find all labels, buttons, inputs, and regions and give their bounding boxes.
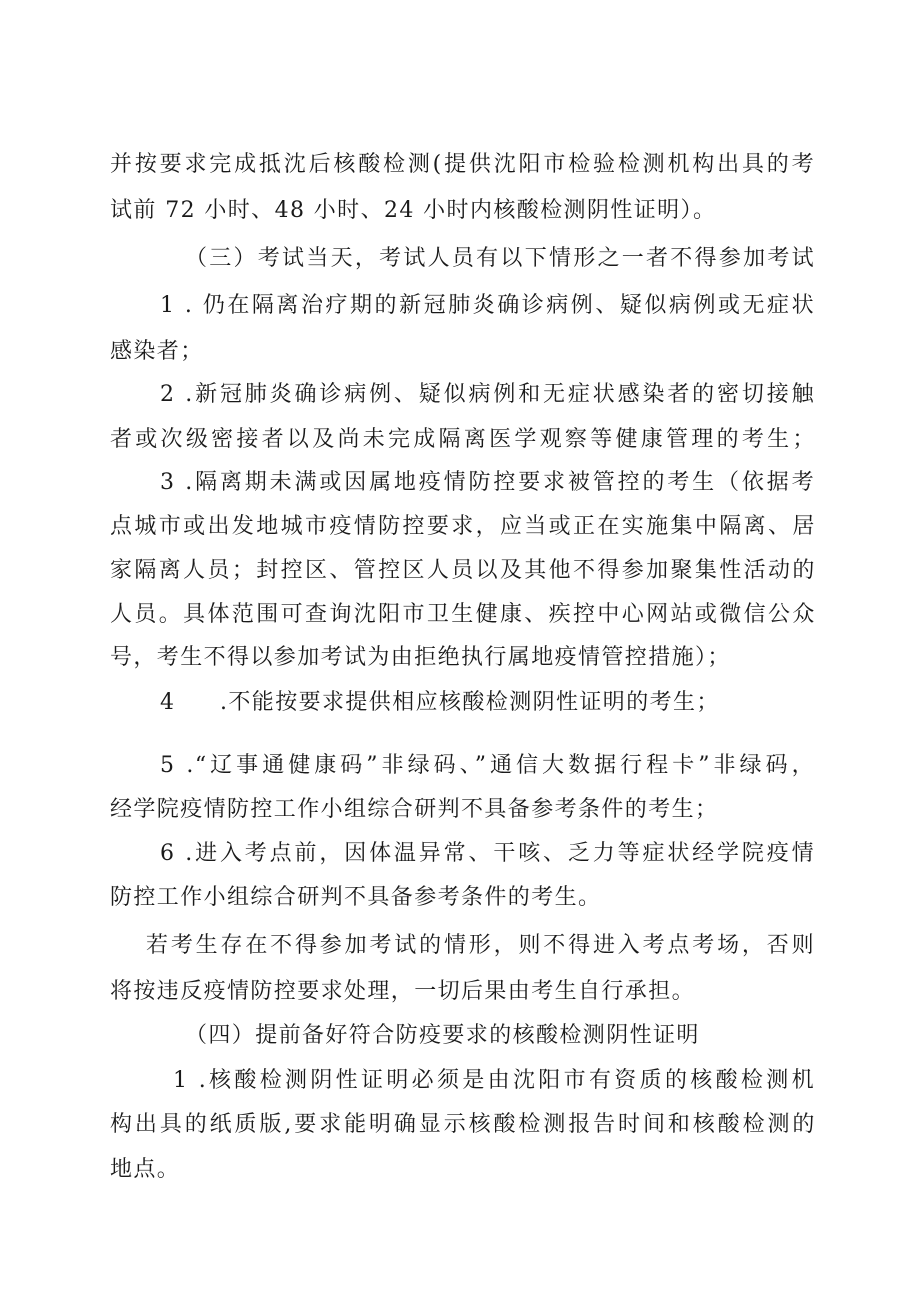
list-item-2: 2 .新冠肺炎确诊病例、疑似病例和无症状感染者的密切接触 xyxy=(160,382,815,407)
list-item-5: 5 .“辽事通健康码”非绿码、”通信大数据行程卡”非绿码， xyxy=(160,753,815,778)
paragraph-line: 试前 72 小时、48 小时、24 小时内核酸检测阴性证明）。 xyxy=(110,198,717,223)
paragraph-line: 人员。具体范围可查询沈阳市卫生健康、疾控中心网站或微信公众 xyxy=(110,602,815,627)
section-heading-4: （四）提前备好符合防疫要求的核酸检测阴性证明 xyxy=(185,1023,700,1048)
paragraph-line: 家隔离人员；封控区、管控区人员以及其他不得参加聚集性活动的 xyxy=(110,558,815,583)
paragraph-line: 感染者； xyxy=(110,339,204,364)
paragraph-line: 将按违反疫情防控要求处理，一切后果由考生自行承担。 xyxy=(110,979,696,1004)
paragraph-line: 地点。 xyxy=(110,1157,181,1182)
paragraph-line: 者或次级密接者以及尚未完成隔离医学观察等健康管理的考生； xyxy=(110,427,815,452)
paragraph-line: 号，考生不得以参加考试为由拒绝执行属地疫情管控措施）； xyxy=(110,645,731,670)
paragraph-line: 点城市或出发地城市疫情防控要求，应当或正在实施集中隔离、居 xyxy=(110,514,815,539)
paragraph-line: 经学院疫情防控工作小组综合研判不具备参考条件的考生； xyxy=(110,797,719,822)
list-item-4: .不能按要求提供相应核酸检测阴性证明的考生； xyxy=(220,690,720,715)
paragraph-line: 并按要求完成抵沈后核酸检测(提供沈阳市检验检测机构出具的考 xyxy=(110,152,815,177)
list-item-6: 6 .进入考点前，因体温异常、干咳、乏力等症状经学院疫情 xyxy=(160,841,815,866)
paragraph-note: 若考生存在不得参加考试的情形，则不得进入考点考场，否则 xyxy=(146,933,815,958)
section-heading-3: （三）考试当天，考试人员有以下情形之一者不得参加考试 xyxy=(185,246,815,271)
list-item-3: 3 .隔离期未满或因属地疫情防控要求被管控的考生（依据考 xyxy=(160,470,815,495)
paragraph-line: 防控工作小组综合研判不具备参考条件的考生。 xyxy=(110,885,602,910)
list-item-1: 1 . 仍在隔离治疗期的新冠肺炎确诊病例、疑似病例或无症状 xyxy=(160,293,815,318)
list-item-4-1: 1 .核酸检测阴性证明必须是由沈阳市有资质的核酸检测机 xyxy=(173,1068,815,1093)
paragraph-line: 构出具的纸质版,要求能明确显示核酸检测报告时间和核酸检测的 xyxy=(110,1112,815,1137)
list-item-4-number: 4 xyxy=(160,690,176,715)
